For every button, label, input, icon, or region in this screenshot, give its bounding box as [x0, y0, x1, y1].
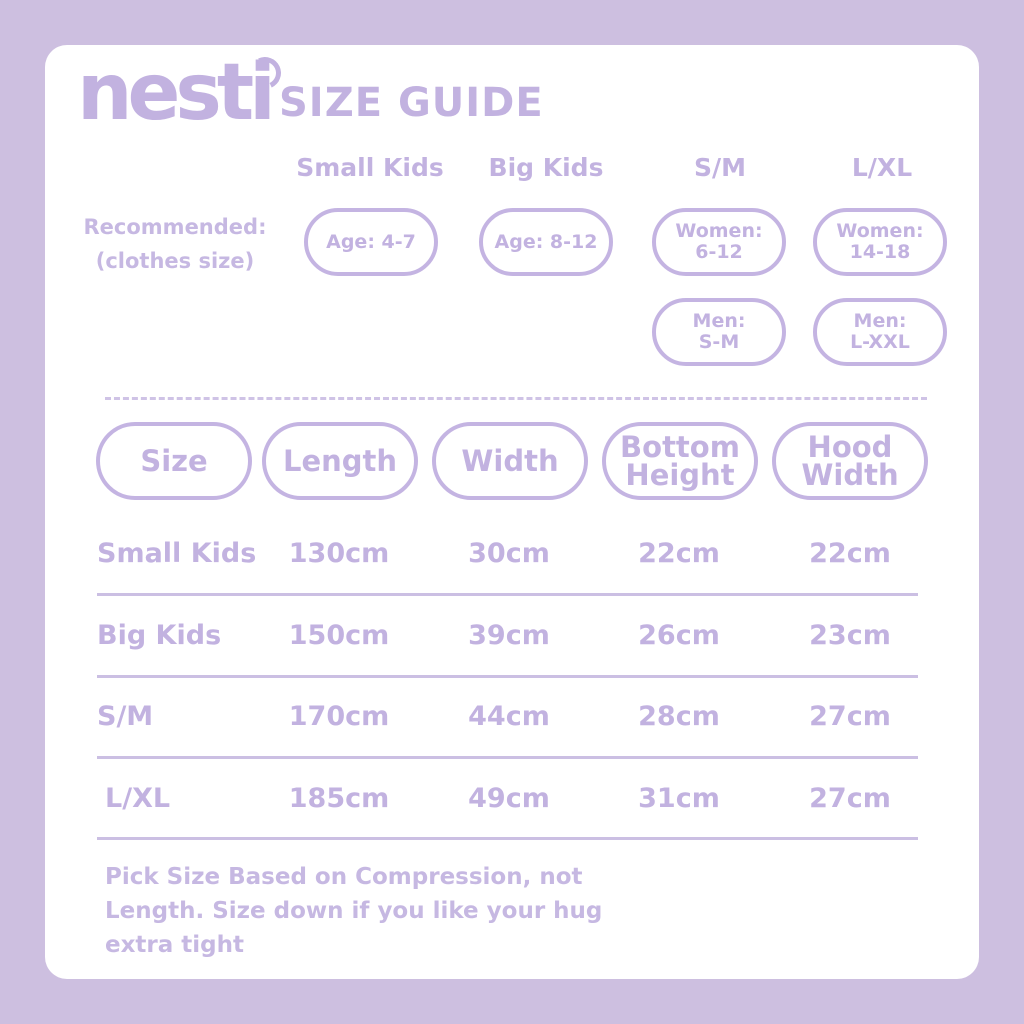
lxl-men-size: L-XXL: [850, 331, 910, 353]
sizing-note: [105, 860, 665, 962]
cell-width: 39cm: [468, 620, 550, 651]
header-width: [432, 422, 588, 500]
cell-width: 30cm: [468, 538, 550, 569]
big-kids-age-pill: [479, 208, 613, 276]
header-bottom-height-line1: Bottom: [620, 430, 740, 464]
page-title: SIZE GUIDE: [279, 80, 544, 126]
column-heading-small-kids: Small Kids: [296, 153, 444, 182]
cell-bottom-height: 22cm: [638, 538, 720, 569]
cell-hood-width: 27cm: [809, 783, 891, 814]
header-width-text: Width: [461, 444, 559, 478]
row-divider: [97, 593, 918, 596]
lxl-men-pill: [813, 298, 947, 366]
header-hood-width-line1: Hood: [807, 430, 893, 464]
cell-width: 49cm: [468, 783, 550, 814]
sm-women-pill: [652, 208, 786, 276]
lxl-women-size: 14-18: [849, 241, 911, 263]
header-size: [96, 422, 252, 500]
cell-length: 170cm: [288, 701, 390, 732]
sizing-note-line3: extra tight: [105, 932, 245, 958]
header-hood-width: [772, 422, 928, 500]
brand-logo-text: nesti: [77, 48, 271, 138]
row-divider: [97, 675, 918, 678]
header-bottom-height: [602, 422, 758, 500]
header-size-text: Size: [140, 444, 208, 478]
section-divider: [105, 397, 927, 400]
column-heading-sm: S/M: [693, 153, 746, 182]
sm-men-pill: [652, 298, 786, 366]
column-heading-big-kids: Big Kids: [488, 153, 604, 182]
cell-bottom-height: 31cm: [638, 783, 720, 814]
cell-length: 150cm: [288, 620, 390, 651]
cell-hood-width: 27cm: [809, 701, 891, 732]
column-heading-lxl: L/XL: [851, 153, 913, 182]
header-length-text: Length: [282, 444, 398, 478]
lxl-men-label: Men:: [853, 310, 907, 332]
lxl-women-label: Women:: [836, 220, 924, 242]
header-bottom-height-line2: Height: [625, 458, 735, 492]
cell-length: 185cm: [288, 783, 390, 814]
row-label-sm: S/M: [97, 701, 154, 732]
small-kids-age-text: Age: 4-7: [326, 230, 416, 253]
row-label-small-kids: Small Kids: [97, 538, 257, 569]
header-hood-width-line2: Width: [801, 458, 899, 492]
recommended-label-line2: (clothes size): [95, 249, 255, 273]
cell-width: 44cm: [468, 701, 550, 732]
row-divider: [97, 756, 918, 759]
sm-women-label: Women:: [675, 220, 763, 242]
size-guide-card: [45, 45, 979, 979]
sizing-note-line2: Length. Size down if you like your hug: [105, 898, 603, 924]
cell-bottom-height: 28cm: [638, 701, 720, 732]
big-kids-age-text: Age: 8-12: [494, 230, 598, 253]
row-divider: [97, 837, 918, 840]
recommended-label: [65, 210, 285, 278]
cell-hood-width: 22cm: [809, 538, 891, 569]
lxl-women-pill: [813, 208, 947, 276]
sm-men-label: Men:: [692, 310, 746, 332]
sm-women-size: 6-12: [695, 241, 743, 263]
cell-length: 130cm: [288, 538, 390, 569]
header-length: [262, 422, 418, 500]
sizing-note-line1: Pick Size Based on Compression, not: [105, 864, 583, 890]
cell-hood-width: 23cm: [809, 620, 891, 651]
cell-bottom-height: 26cm: [638, 620, 720, 651]
row-label-lxl: L/XL: [105, 783, 171, 814]
small-kids-age-pill: [304, 208, 438, 276]
recommended-label-line1: Recommended:: [83, 215, 267, 239]
row-label-big-kids: Big Kids: [97, 620, 222, 651]
sm-men-size: S-M: [698, 331, 740, 353]
